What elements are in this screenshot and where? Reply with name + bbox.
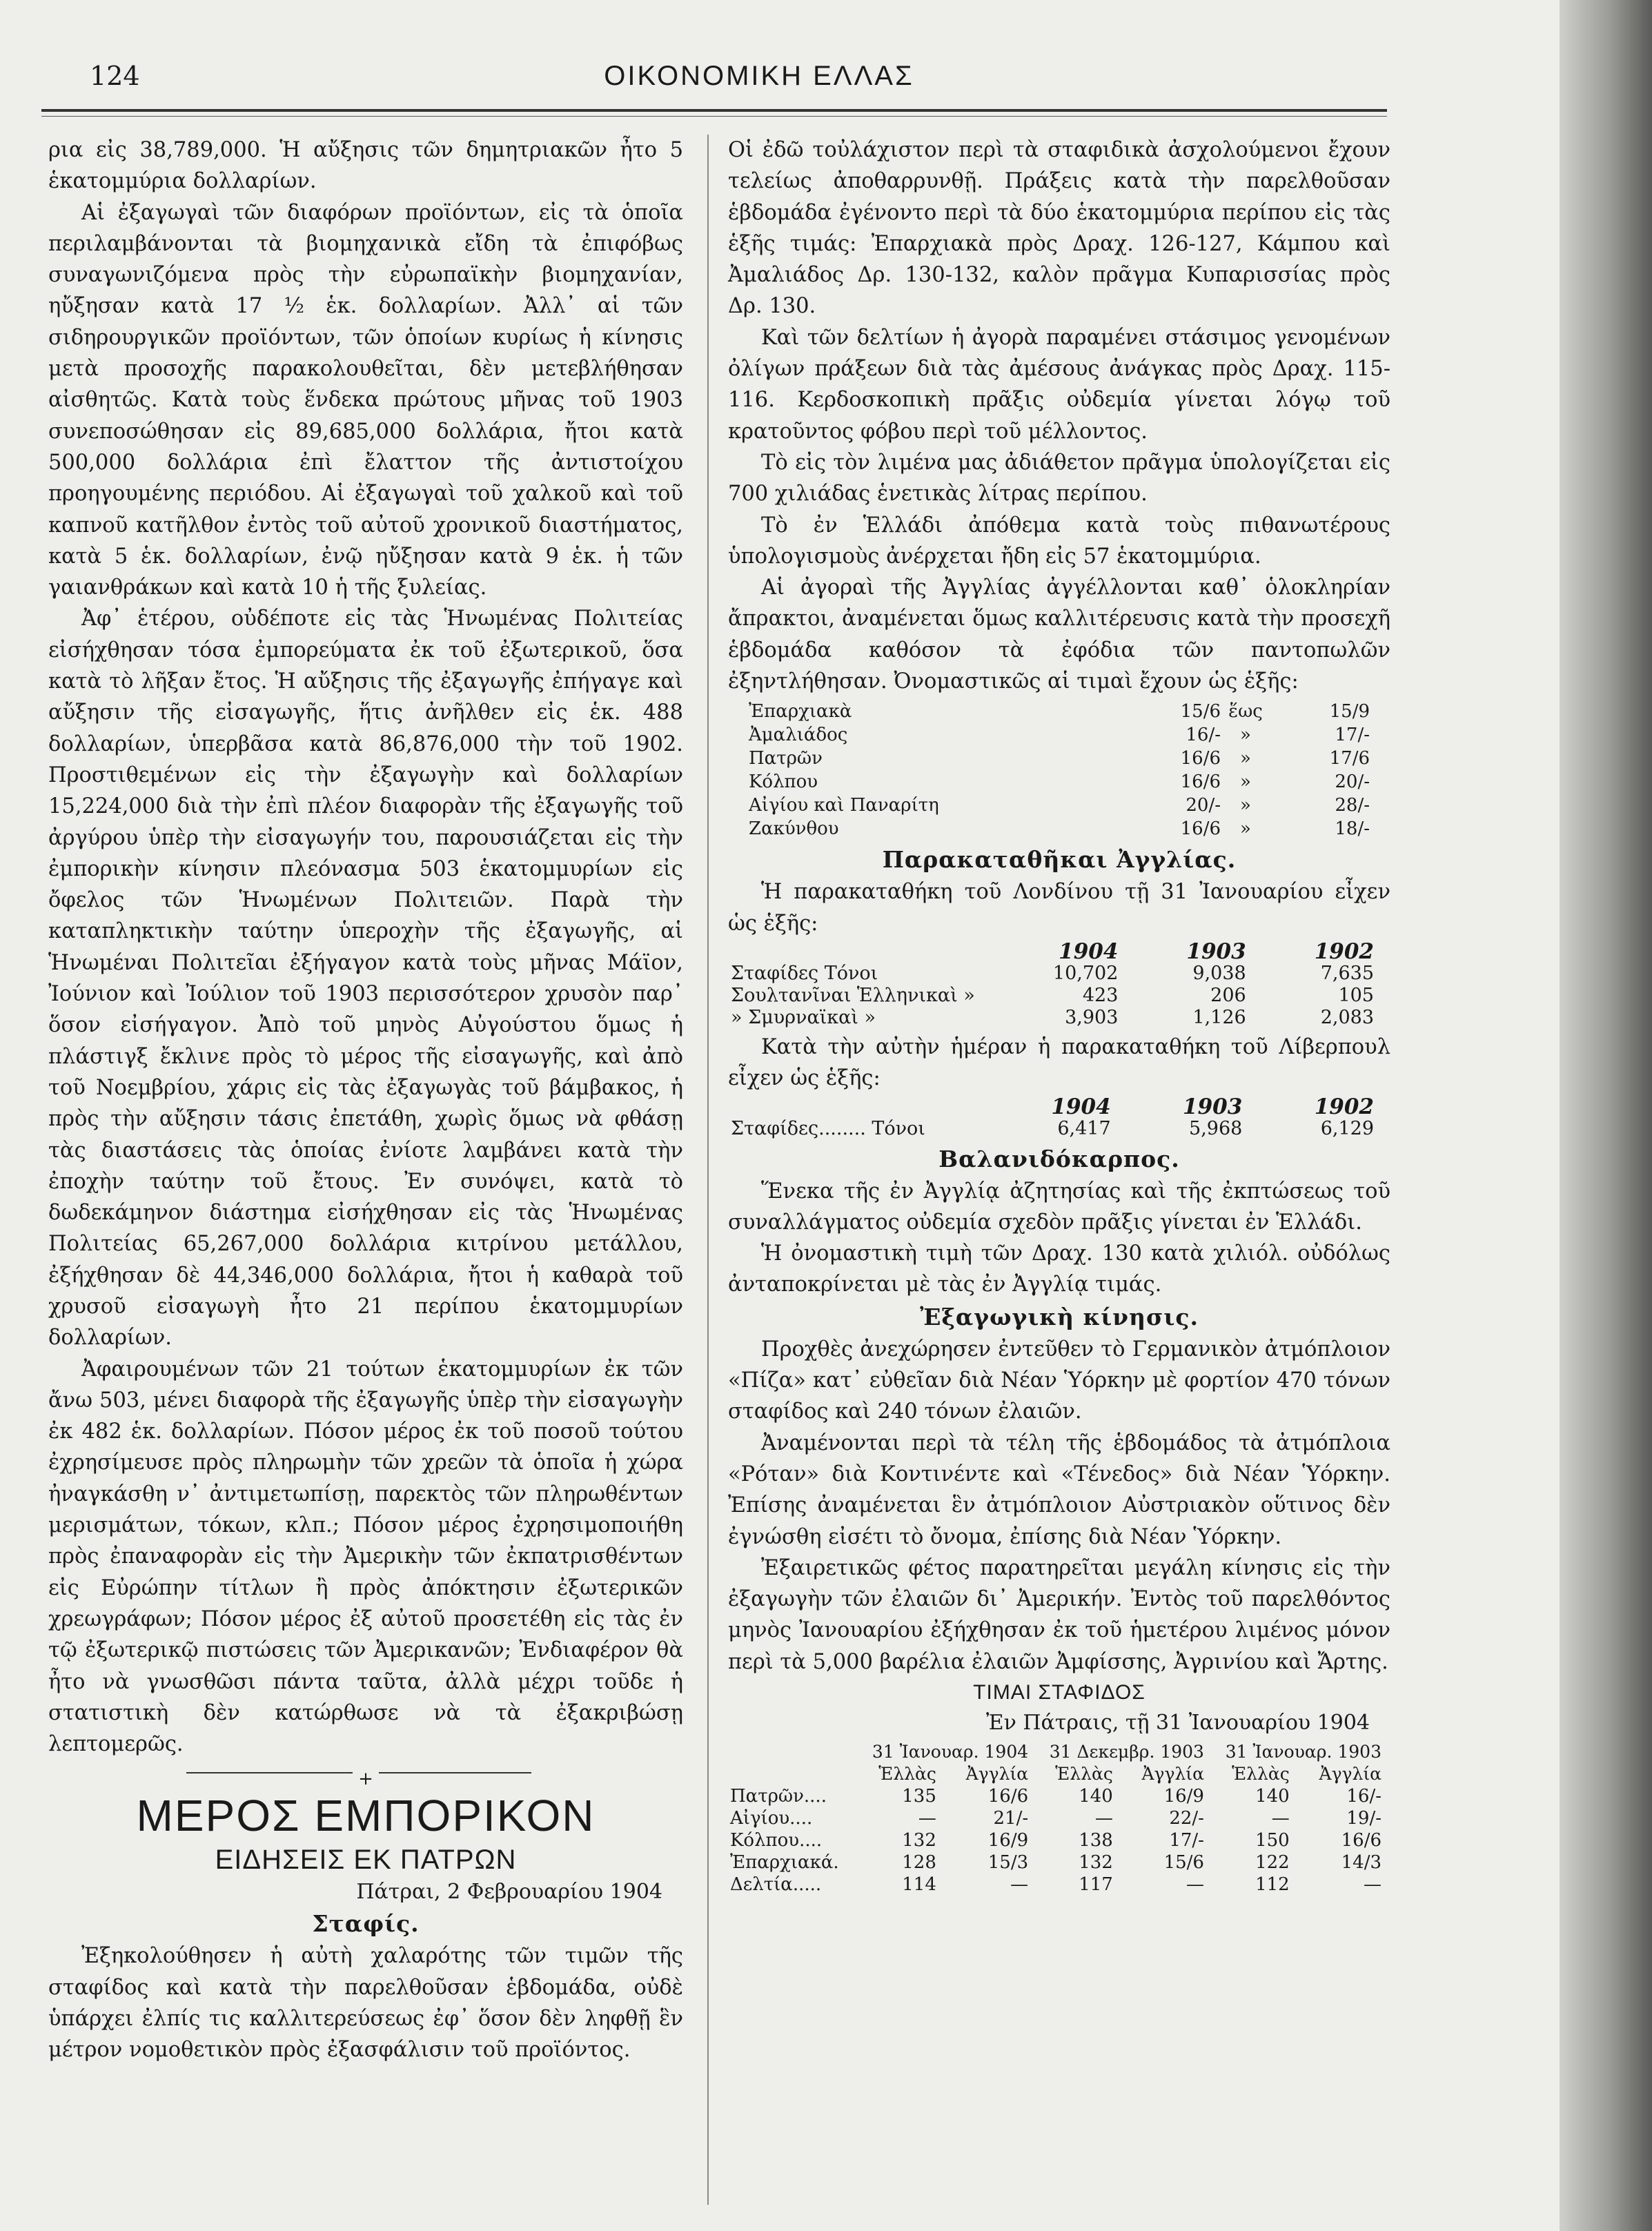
- market-header: Ἑλλὰς: [1232, 1763, 1290, 1784]
- table-cell: 28/-: [1335, 795, 1370, 816]
- table-cell: »: [1240, 748, 1251, 769]
- subsection-heading: Ἐξαγωγικὴ κίνησις.: [920, 1303, 1199, 1330]
- paragraph: Ἀφαιρουμένων τῶν 21 τούτων ἑκατομμυρίων ἐκ τῶν ἄνω 503, μένει διαφορὰ τῆς ἐξαγωγῆς ὑπὲρ τὴν εἰσαγωγὴν ἐκ 482 ἑκ. δολλαρίων. Πόσον μέρος ἐκ τοῦ ποσοῦ τούτου ἐχρησίμευσε πρὸς πληρωμὴν τῶν χρεῶν τὰ ὁποῖα ἡ χώρα ἠναγκάσθη ν᾽ ἀντιμετωπίσῃ, παρεκτὸς τῶν πληρωθέντων μερισμάτων, τόκων, κλπ.; Πόσον μέρος ἐχρησιμοποιήθη πρὸς ἐπαναφορὰν εἰς τὴν Ἀμερικὴν τῶν ἐκπατρισθέντων εἰς Εὐρώπην τίτλων ἢ πρὸς ἀπόκτησιν ἐξωτερικῶν χρεωγράφων; Πόσον μέρος ἐξ αὐτοῦ προσετέθη εἰς τὰς ἐν τῷ ἐξωτερικῷ πιστώσεις τῶν Ἀμερικανῶν; Ἐνδιαφέρον θὰ ἦτο νὰ γνωσθῶσι πάντα ταῦτα, ἀλλὰ μέχρι τοῦδε ἡ στατιστικὴ δὲν κατώρθωσε νὰ τὰ ἐξακριβώσῃ λεπτομερῶς.: [48, 1357, 683, 1757]
- table-row: [728, 1118, 1377, 1140]
- page-edge-shadow: [1560, 0, 1652, 2231]
- table-cell: 150: [1255, 1829, 1290, 1851]
- table-cell: 16/6: [1180, 748, 1221, 769]
- price-list-table: [749, 700, 1370, 841]
- table-cell: 17/6: [1329, 748, 1370, 769]
- date-header: 31 Ἰανουαρ. 1904: [872, 1741, 1029, 1762]
- market-header: Ἀγγλία: [1141, 1763, 1204, 1784]
- header-rule-thin: [41, 116, 1387, 117]
- table-cell: 14/3: [1341, 1851, 1381, 1873]
- paragraph: Αἱ ἐξαγωγαὶ τῶν διαφόρων προϊόντων, εἰς τὰ ὁποῖα περιλαμβάνονται τὰ βιομηχανικὰ εἴδη τὰ ἐπιφόβως συναγωνιζόμενα πρὸς τὴν εὐρωπαϊκὴν βιομηχανίαν, ηὔξησαν κατὰ 17 ½ ἑκ. δολλαρίων. Ἀλλ᾽ αἱ τῶν σιδηρουργικῶν προϊόντων, τῶν ὁποίων κυρίως ἡ κίνησις μετὰ προσοχῆς παρακολουθεῖται, δὲν μετεβλήθησαν αἰσθητῶς. Κατὰ τοὺς ἕνδεκα πρώτους μῆνας τοῦ 1903 συνεποσώθησαν εἰς 89,685,000 δολλάρια, ἤτοι κατὰ 500,000 δολλάρια ἐπὶ ἔλαττον τῆς ἀντιστοίχου προηγουμένης περιόδου. Αἱ ἐξαγωγαὶ τοῦ χαλκοῦ καὶ τοῦ καπνοῦ κατῆλθον ἐντὸς τοῦ αὐτοῦ χρονικοῦ διαστήματος, κατὰ 5 ἑκ. δολλαρίων, ἐνῷ ηὔξησαν κατὰ 9 ἑκ. ἡ τῶν γαιανθράκων καὶ κατὰ 10 ἡ τῆς ξυλείας.: [48, 200, 683, 600]
- ornament-cross: +: [353, 1769, 379, 1789]
- row-label: Σταφίδες Τόνοι: [731, 962, 878, 984]
- paragraph: Καὶ τῶν δελτίων ἡ ἀγορὰ παραμένει στάσιμος γενομένων ὀλίγων πράξεων διὰ τὰς ἀμέσους ἀνάγκας πρὸς Δραχ. 115-116. Κερδοσκοπικὴ πρᾶξις οὐδεμία γίνεται λόγῳ τοῦ κρατοῦντος φόβου περὶ τοῦ μέλλοντος.: [728, 325, 1390, 444]
- table-cell: 140: [1255, 1785, 1290, 1807]
- column-divider: [707, 135, 709, 2205]
- year-header: 1904: [1051, 1094, 1111, 1119]
- market-header: Ἑλλὰς: [878, 1763, 936, 1784]
- prices-title: ΤΙΜΑΙ ΣΤΑΦΙΔΟΣ: [973, 1680, 1145, 1704]
- table-row: [728, 1851, 1384, 1874]
- paragraph: Ἀναμένονται περὶ τὰ τέλη τῆς ἑβδομάδος τὰ ἀτμόπλοια «Ρόταν» διὰ Κοντινέντε καὶ «Τένεδος» διὰ Νέαν Ὑόρκην. Ἐπίσης ἀναμένεται ἓν ἀτμόπλοιον Αὐστριακὸν οὕτινος δὲν ἐγνώσθη εἰσέτι τὸ ὄνομα, ἐπίσης διὰ Νέαν Ὑόρκην.: [728, 1431, 1390, 1549]
- paragraph: Προχθὲς ἀνεχώρησεν ἐντεῦθεν τὸ Γερμανικὸν ἀτμόπλοιον «Πίζα» κατ᾽ εὐθεῖαν διὰ Νέαν Ὑόρκην μὲ φορτίον 470 τόνων σταφίδος καὶ 240 τόνων ἐλαιῶν.: [728, 1337, 1390, 1424]
- row-label: Ἐπαρχιακά.: [730, 1851, 839, 1873]
- table-cell: 18/-: [1335, 818, 1370, 840]
- table-cell: 1,126: [1192, 1006, 1246, 1028]
- table-row: [728, 963, 1377, 985]
- table-cell: 114: [902, 1874, 936, 1895]
- paragraph: Κατὰ τὴν αὐτὴν ἡμέραν ἡ παρακαταθήκη τοῦ Λίβερπουλ εἶχεν ὡς ἑξῆς:: [728, 1034, 1390, 1091]
- row-label: Ζακύνθου: [749, 818, 839, 840]
- table-cell: 2,083: [1320, 1006, 1374, 1028]
- table-cell: 16/6: [1180, 771, 1221, 793]
- table-cell: 16/6: [1180, 818, 1221, 840]
- liverpool-stock-table: [728, 1096, 1377, 1140]
- table-cell: »: [1240, 795, 1251, 816]
- table-cell: 15/3: [987, 1851, 1029, 1873]
- table-cell: 423: [1082, 984, 1119, 1006]
- paragraph: Τὸ εἰς τὸν λιμένα μας ἀδιάθετον πρᾶγμα ὑπολογίζεται εἰς 700 χιλιάδας ἑνετικὰς λίτρας περίπου.: [728, 450, 1390, 507]
- row-label: Ἀμαλιάδος: [749, 725, 848, 746]
- table-cell: 21/-: [993, 1807, 1029, 1829]
- paragraph: Ἡ ὀνομαστικὴ τιμὴ τῶν Δραχ. 130 κατὰ χιλιόλ. οὐδόλως ἀνταποκρίνεται μὲ τὰς ἐν Ἀγγλίᾳ τιμάς.: [728, 1241, 1390, 1297]
- subsection-heading: Βαλανιδόκαρπος.: [938, 1145, 1180, 1172]
- table-cell: 16/-: [1346, 1785, 1381, 1807]
- table-cell: 112: [1255, 1874, 1290, 1895]
- paragraph: Οἱ ἐδῶ τοὐλάχιστον περὶ τὰ σταφιδικὰ ἀσχολούμενοι ἔχουν τελείως ἀποθαρρυνθῇ. Πράξεις κατὰ τὴν παρελθοῦσαν ἑβδομάδα ἐγένοντο περὶ τὰ δύο ἑκατομμύρια περίπου εἰς τὰς ἑξῆς τιμάς: Ἐπαρχιακὰ πρὸς Δραχ. 126-127, Κάμπου καὶ Ἀμαλιάδος Δρ. 130-132, καλὸν πρᾶγμα Κυπαρισσίας πρὸς Δρ. 130.: [728, 138, 1390, 319]
- table-cell: 16/9: [1163, 1785, 1204, 1807]
- table-cell: 132: [902, 1829, 936, 1851]
- paragraph: Ἀφ᾽ ἑτέρου, οὐδέποτε εἰς τὰς Ἡνωμένας Πολιτείας εἰσήχθησαν τόσα ἐμπορεύματα ἐκ τοῦ ἐξωτερικοῦ, ὅσα κατὰ τὸ λῆξαν ἔτος. Ἡ αὔξησις τῆς ἐξαγωγῆς ἐπήγαγε καὶ αὔξησιν τῆς εἰσαγωγῆς, ἥτις ἀνῆλθεν εἰς ἑκ. 488 δολλαρίων, ὑπερβᾶσα κατὰ 86,876,000 τὴν τοῦ 1902. Προστιθεμένων εἰς τὴν ἐξαγωγὴν καὶ δολλαρίων 15,224,000 διὰ τὴν ἐπὶ πλέον διαφορὰν τῆς ἐξαγωγῆς τοῦ ἀργύρου ὑπὲρ τὴν εἰσαγωγήν του, παρουσιάζεται εἰς τὴν ἐμπορικὴν κίνησιν πλεόνασμα 503 ἑκατομμυρίων εἰς ὄφελος τῶν Ἡνωμένων Πολιτειῶν. Παρὰ τὴν καταπληκτικὴν ταύτην ὑπεροχὴν τῆς ἐξαγωγῆς, αἱ Ἡνωμέναι Πολιτεῖαι ἐξήγαγον κατὰ τοὺς μῆνας Μάϊον, Ἰούνιον καὶ Ἰούλιον τοῦ 1903 περισσότερον χρυσὸν παρ᾽ ὅσον εἰσήγαγον. Ἀπὸ τοῦ μηνὸς Αὐγούστου ὅμως ἡ πλάστιγξ ἔκλινε πρὸς τὸ μέρος τῆς εἰσαγωγῆς, καὶ ἀπὸ τοῦ Νοεμβρίου, χάρις εἰς τὰς ἐξαγωγὰς τοῦ βάμβακος, ἡ πρὸς τὴν αὔξησιν τάσις ἐπετάθη, χωρὶς ὅμως νὰ φθάσῃ τὰς διαστάσεις τὰς ὁποίας ἐνίοτε λαμβάνει κατὰ τὴν ἐποχὴν ταύτην τοῦ ἔτους. Ἐν συνόψει, κατὰ τὸ δωδεκάμηνον διάστημα εἰσήχθησαν εἰς τὰς Ἡνωμένας Πολιτείας 65,267,000 δολλάρια κιτρίνου μετάλλου, ἐξήχθησαν δὲ 44,346,000 δολλάρια, ἤτοι ἡ καθαρὰ τοῦ χρυσοῦ εἰσαγωγὴ ἦτο 21 περίπου ἑκατομμυρίων δολλαρίων.: [48, 607, 683, 1350]
- table-cell: 105: [1338, 984, 1374, 1006]
- date-header: 31 Δεκεμβρ. 1903: [1049, 1741, 1204, 1762]
- paragraph: ρια εἰς 38,789,000. Ἡ αὔξησις τῶν δημητριακῶν ἦτο 5 ἑκατομμύρια δολλαρίων.: [48, 138, 683, 194]
- table-row: [728, 985, 1377, 1007]
- table-cell: 132: [1079, 1851, 1113, 1873]
- row-label: Πατρῶν: [749, 748, 823, 769]
- market-header: Ἀγγλία: [1319, 1763, 1381, 1784]
- table-cell: 20/-: [1335, 771, 1370, 793]
- table-cell: 3,903: [1065, 1006, 1119, 1028]
- table-corner: [728, 941, 982, 963]
- right-column: [728, 135, 1390, 1896]
- paragraph: Τὸ ἐν Ἑλλάδι ἀπόθεμα κατὰ τοὺς πιθανωτέρους ὑπολογισμοὺς ἀνέρχεται ἤδη εἰς 57 ἑκατομμύρια.: [728, 513, 1390, 569]
- table-cell: »: [1240, 725, 1251, 746]
- table-cell: 15/6: [1180, 701, 1221, 723]
- row-label: Κόλπου....: [730, 1829, 823, 1851]
- table-corner: [728, 1763, 853, 1785]
- row-label: Δελτία.....: [730, 1874, 822, 1895]
- table-cell: 19/-: [1346, 1807, 1381, 1829]
- table-cell: 22/-: [1169, 1807, 1204, 1829]
- table-cell: 6,417: [1057, 1117, 1111, 1139]
- dateline: Πάτραι, 2 Φεβρουαρίου 1904: [356, 1880, 662, 1905]
- table-cell: 140: [1079, 1785, 1113, 1807]
- row-label: Αἰγίου....: [730, 1807, 813, 1829]
- row-label: Πατρῶν....: [730, 1785, 827, 1807]
- date-header: 31 Ἰανουαρ. 1903: [1225, 1741, 1381, 1762]
- table-cell: 20/-: [1186, 795, 1221, 816]
- section-subtitle: ΕΙΔΗΣΕΙΣ ΕΚ ΠΑΤΡΩΝ: [215, 1845, 517, 1876]
- row-label: Ἐπαρχιακὰ: [749, 701, 852, 723]
- section-title: ΜΕΡΟΣ ΕΜΠΟΡΙΚΟΝ: [136, 1791, 596, 1841]
- row-label: Σουλτανῖναι Ἑλληνικαὶ »: [731, 984, 975, 1006]
- table-cell: 128: [902, 1851, 936, 1873]
- table-cell: 117: [1079, 1874, 1113, 1895]
- table-row: [749, 817, 1370, 841]
- table-cell: 9,038: [1192, 962, 1246, 984]
- table-cell: —: [1364, 1874, 1381, 1895]
- london-stock-table: [728, 938, 1377, 1029]
- year-header: 1902: [1314, 938, 1374, 964]
- raisin-prices-table: [728, 1741, 1384, 1896]
- row-label: Σταφίδες........ Τόνοι: [731, 1117, 925, 1139]
- market-header: Ἀγγλία: [965, 1763, 1029, 1784]
- subsection-heading: Σταφίς.: [312, 1910, 420, 1938]
- journal-title: ΟΙΚΟΝΟΜΙΚΗ ΕΛΛΑΣ: [604, 61, 914, 91]
- table-cell: 7,635: [1320, 962, 1374, 984]
- year-header: 1904: [1059, 938, 1119, 964]
- paragraph: Αἱ ἀγοραὶ τῆς Ἀγγλίας ἀγγέλλονται καθ᾽ ὁλοκληρίαν ἄπρακτοι, ἀναμένεται ὅμως καλλιτέρευσις κατὰ τὴν προσεχῆ ἑβδομάδα καθόσον τὰ ἐφόδια τῶν παντοπωλῶν ἐξηντλήθησαν. Ὀνομαστικῶς αἱ τιμαὶ ἔχουν ὡς ἑξῆς:: [728, 576, 1390, 694]
- table-cell: »: [1240, 771, 1251, 793]
- table-cell: 15/9: [1329, 701, 1370, 723]
- table-cell: —: [1010, 1874, 1029, 1895]
- section-ornament: [48, 1762, 683, 1790]
- table-cell: 206: [1210, 984, 1246, 1006]
- row-label: » Σμυρναϊκαὶ »: [731, 1006, 876, 1028]
- table-cell: —: [1186, 1874, 1204, 1895]
- table-cell: 17/-: [1335, 725, 1370, 746]
- table-cell: 122: [1255, 1851, 1290, 1873]
- table-cell: 135: [902, 1785, 936, 1807]
- year-header: 1903: [1183, 1094, 1243, 1119]
- paragraph: Ἡ παρακαταθήκη τοῦ Λονδίνου τῇ 31 Ἰανουαρίου εἶχεν ὡς ἑξῆς:: [728, 880, 1390, 936]
- table-cell: 16/6: [987, 1785, 1029, 1807]
- table-cell: —: [918, 1807, 936, 1829]
- table-corner: [728, 1096, 982, 1118]
- table-cell: 138: [1079, 1829, 1113, 1851]
- table-row: [728, 1807, 1384, 1829]
- paragraph: Ἐξαιρετικῶς φέτος παρατηρεῖται μεγάλη κίνησις εἰς τὴν ἐξαγωγὴν τῶν ἐλαιῶν δι᾽ Ἀμερικήν. Ἐντὸς τοῦ παρελθόντος μηνὸς Ἰανουαρίου ἐξήχθησαν ἐκ τοῦ ἡμετέρου λιμένος μόνον περὶ τὰ 5,000 βαρέλια ἐλαιῶν Ἀμφίσσης, Ἀγρινίου καὶ Ἄρτης.: [728, 1555, 1390, 1674]
- table-cell: 16/9: [987, 1829, 1029, 1851]
- table-cell: 6,129: [1320, 1117, 1374, 1139]
- header-rule: [41, 109, 1387, 112]
- table-row: [728, 1007, 1377, 1029]
- table-row: [749, 700, 1370, 723]
- year-header: 1902: [1314, 1094, 1374, 1119]
- table-cell: 16/6: [1341, 1829, 1381, 1851]
- table-row: [728, 1874, 1384, 1896]
- market-header: Ἑλλὰς: [1055, 1763, 1113, 1784]
- row-label: Αἰγίου καὶ Παναρίτη: [749, 795, 939, 816]
- paragraph: Ἐξηκολούθησεν ἡ αὐτὴ χαλαρότης τῶν τιμῶν τῆς σταφίδος καὶ κατὰ τὴν παρελθοῦσαν ἑβδομάδα, οὐδὲ ὑπάρχει ἐλπίς τις καλλιτερεύσεως ἐφ᾽ ὅσον δὲν ληφθῇ ἓν μέτρον νομοθετικὸν πρὸς ἐξασφάλισιν τοῦ προϊόντος.: [48, 1944, 683, 2063]
- table-row: [749, 747, 1370, 770]
- table-row: [728, 1785, 1384, 1807]
- table-row: [749, 770, 1370, 794]
- table-cell: —: [1271, 1807, 1290, 1829]
- table-row: [749, 723, 1370, 747]
- table-row: [728, 1829, 1384, 1851]
- year-header: 1903: [1186, 938, 1246, 964]
- table-cell: »: [1240, 818, 1251, 840]
- table-cell: 10,702: [1052, 962, 1119, 984]
- row-label: Κόλπου: [749, 771, 818, 793]
- table-cell: 5,968: [1189, 1117, 1243, 1139]
- table-cell: ἕως: [1228, 701, 1263, 723]
- table-cell: —: [1094, 1807, 1113, 1829]
- table-row: [749, 794, 1370, 817]
- page-number: 124: [90, 61, 140, 91]
- subsection-heading: Παρακαταθῆκαι Ἀγγλίας.: [882, 846, 1237, 874]
- page-header: [90, 55, 1428, 110]
- left-column: [48, 135, 683, 2066]
- table-corner: [728, 1741, 853, 1763]
- table-cell: 16/-: [1186, 725, 1221, 746]
- table-cell: 15/6: [1163, 1851, 1204, 1873]
- paragraph: Ἕνεκα τῆς ἐν Ἀγγλίᾳ ἀζητησίας καὶ τῆς ἐκπτώσεως τοῦ συναλλάγματος οὐδεμία σχεδὸν πρᾶξις γίνεται ἐν Ἑλλάδι.: [728, 1179, 1390, 1235]
- table-cell: 17/-: [1169, 1829, 1204, 1851]
- prices-date: Ἐν Πάτραις, τῇ 31 Ἰανουαρίου 1904: [986, 1710, 1370, 1735]
